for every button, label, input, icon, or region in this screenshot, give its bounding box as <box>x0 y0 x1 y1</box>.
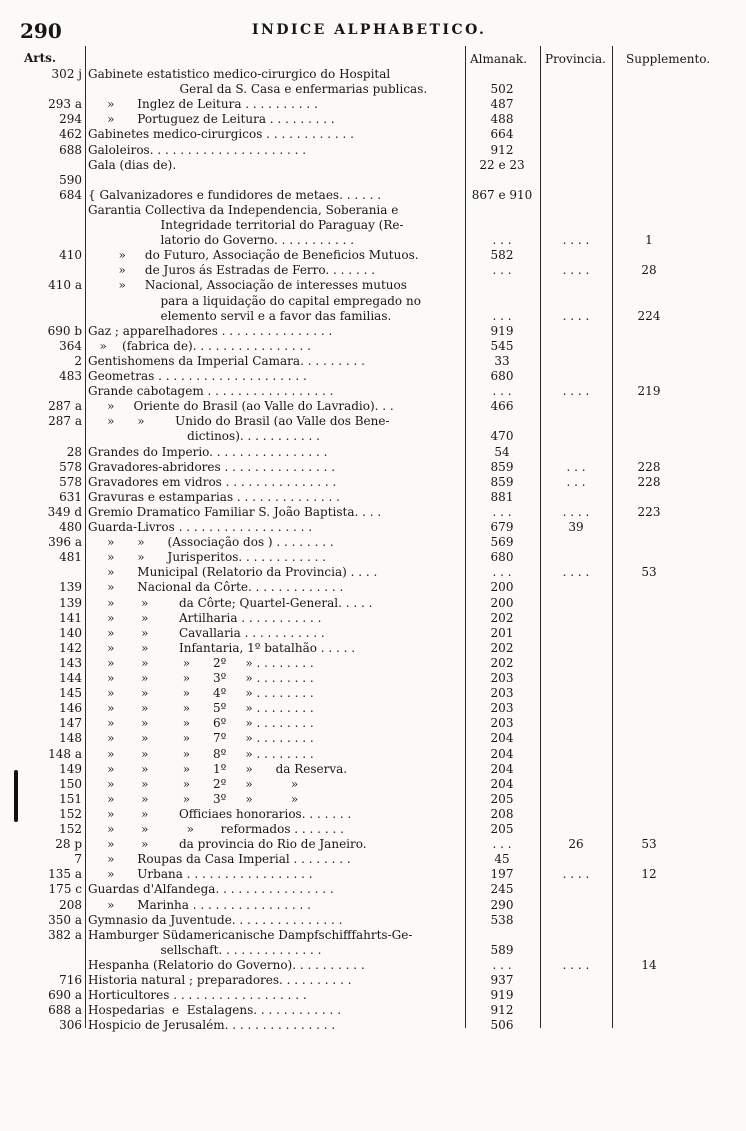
entry-subject: Gravadores em vidros . . . . . . . . . . . . . . . <box>88 474 337 489</box>
article-number: 690 b <box>47 323 82 338</box>
entry-subject: Hospicio de Jerusalém. . . . . . . . . . . . . . . <box>88 1018 336 1033</box>
article-number: 578 <box>59 474 82 489</box>
article-number: 148 a <box>48 746 82 761</box>
index-row <box>0 278 746 293</box>
entry-subject: » Roupas da Casa Imperial . . . . . . . . <box>88 852 351 867</box>
almanak-page: . . . <box>492 504 512 519</box>
almanak-page: 919 <box>490 323 514 338</box>
entry-subject: Gremio Dramatico Familiar S. João Baptista. . . . <box>88 504 382 519</box>
article-number: 410 <box>59 248 82 263</box>
entry-subject: » Urbana . . . . . . . . . . . . . . . . . <box>88 867 313 882</box>
article-number: 287 a <box>48 414 82 429</box>
entry-subject: Grande cabotagem . . . . . . . . . . . . . . . . . <box>88 384 334 399</box>
almanak-page: 545 <box>490 338 514 353</box>
index-row <box>0 701 746 716</box>
entry-subject: Hamburger Südamericanische Dampfschifffahrts-Ge- <box>88 927 413 942</box>
index-row <box>0 263 746 278</box>
index-row <box>0 339 746 354</box>
supplemento-page: 53 <box>641 837 657 852</box>
almanak-page: 569 <box>490 535 514 550</box>
almanak-page: 488 <box>490 112 514 127</box>
index-row <box>0 384 746 399</box>
almanak-page: 680 <box>490 369 514 383</box>
index-row <box>0 611 746 626</box>
almanak-page: 589 <box>490 942 514 957</box>
index-row <box>0 429 746 444</box>
index-row <box>0 550 746 565</box>
almanak-page: 200 <box>490 580 514 595</box>
almanak-page: 205 <box>490 822 514 836</box>
article-number: 483 <box>59 369 82 383</box>
entry-subject: Galoleiros. . . . . . . . . . . . . . . . . . . . . <box>88 142 307 157</box>
index-row <box>0 777 746 792</box>
supplemento-page: 228 <box>637 459 661 474</box>
almanak-page: 470 <box>490 429 514 444</box>
article-number: 287 a <box>48 399 82 414</box>
entry-subject: Gravadores-abridores . . . . . . . . . . . . . . . <box>88 459 336 474</box>
index-row <box>0 67 746 82</box>
entry-subject: Integridade territorial do Paraguay (Re- <box>88 218 404 232</box>
index-row <box>0 1003 746 1018</box>
entry-subject: » » » 8º » . . . . . . . . <box>88 746 314 761</box>
entry-subject: » Nacional da Côrte. . . . . . . . . . . . . <box>88 580 344 595</box>
entry-subject: » Marinha . . . . . . . . . . . . . . . . <box>88 897 311 912</box>
article-number: 578 <box>59 459 82 474</box>
index-row <box>0 731 746 746</box>
index-row <box>0 414 746 429</box>
index-row <box>0 535 746 550</box>
index-row <box>0 973 746 988</box>
almanak-page: 664 <box>490 127 514 142</box>
almanak-page: 33 <box>494 353 510 368</box>
provincia-page: . . . . <box>562 263 590 278</box>
index-row <box>0 82 746 97</box>
entry-subject: Gentishomens da Imperial Camara. . . . . . . . . <box>88 353 365 368</box>
entry-subject: Geometras . . . . . . . . . . . . . . . . . . . . <box>88 369 307 383</box>
provincia-page: . . . . <box>562 867 590 882</box>
index-row <box>0 988 746 1003</box>
almanak-page: . . . <box>492 957 512 972</box>
index-row <box>0 475 746 490</box>
entry-subject: » (fabrica de). . . . . . . . . . . . . . . . <box>88 338 311 353</box>
article-number: 135 a <box>48 867 82 882</box>
entry-subject: » de Juros ás Estradas de Ferro. . . . . . . <box>88 263 376 278</box>
almanak-page: 538 <box>490 912 514 927</box>
supplemento-page: 28 <box>641 263 657 278</box>
article-number: 142 <box>59 640 82 655</box>
entry-subject: Hespanha (Relatorio do Governo). . . . . . . . . . <box>88 957 365 972</box>
index-row <box>0 369 746 384</box>
almanak-page: 203 <box>490 686 514 701</box>
almanak-page: 867 e 910 <box>471 187 533 202</box>
almanak-page: . . . <box>492 233 512 248</box>
index-row <box>0 490 746 505</box>
almanak-page: 202 <box>490 655 514 670</box>
index-row <box>0 294 746 309</box>
almanak-page: 919 <box>490 988 514 1003</box>
index-row <box>0 656 746 671</box>
almanak-page: 204 <box>490 746 514 761</box>
almanak-page: 204 <box>490 776 514 791</box>
index-row <box>0 898 746 913</box>
provincia-page: 39 <box>568 520 584 534</box>
almanak-page: 679 <box>490 520 514 534</box>
article-number: 410 a <box>48 278 82 293</box>
entry-subject: elemento servil e a favor das familias. <box>88 308 392 323</box>
article-number: 143 <box>59 655 82 670</box>
entry-subject: Gala (dias de). <box>88 157 177 172</box>
almanak-page: 202 <box>490 640 514 655</box>
index-row <box>0 460 746 475</box>
entry-subject: Gaz ; apparelhadores . . . . . . . . . . . . . . . <box>88 323 333 338</box>
article-number: 481 <box>59 550 82 565</box>
index-row <box>0 173 746 188</box>
almanak-page: . . . <box>492 308 512 323</box>
almanak-page: 881 <box>490 489 514 504</box>
index-row <box>0 762 746 777</box>
almanak-page: 506 <box>490 1018 514 1033</box>
index-row <box>0 867 746 882</box>
article-number: 146 <box>59 701 82 716</box>
article-number: 144 <box>59 671 82 685</box>
entry-subject: Gabinetes medico-cirurgicos . . . . . . . . . . . . <box>88 127 354 142</box>
article-number: 151 <box>59 791 82 806</box>
entry-subject: » » Infantaria, 1º batalhão . . . . . <box>88 640 356 655</box>
index-row <box>0 792 746 807</box>
column-header-supplemento: Supplemento. <box>626 52 711 66</box>
article-number: 480 <box>59 520 82 534</box>
article-number: 302 j <box>51 67 82 81</box>
entry-subject: » » » 3º » . . . . . . . . <box>88 671 314 685</box>
supplemento-page: 14 <box>641 957 657 972</box>
index-row <box>0 203 746 218</box>
index-row <box>0 565 746 580</box>
almanak-page: 200 <box>490 595 514 610</box>
index-row <box>0 747 746 762</box>
entry-subject: » » » 2º » . . . . . . . . <box>88 655 314 670</box>
entry-subject: Grandes do Imperio. . . . . . . . . . . . . . . . <box>88 444 328 459</box>
entry-subject: » » Cavallaria . . . . . . . . . . . <box>88 625 325 640</box>
article-number: 2 <box>74 353 82 368</box>
almanak-page: 45 <box>494 852 510 867</box>
almanak-page: 201 <box>490 625 514 640</box>
almanak-page: 859 <box>490 459 514 474</box>
index-row <box>0 580 746 595</box>
article-number: 139 <box>59 580 82 595</box>
index-row <box>0 626 746 641</box>
provincia-page: 26 <box>568 837 584 852</box>
page-header <box>0 19 746 43</box>
entry-subject: Historia natural ; preparadores. . . . . . . . . . <box>88 973 352 987</box>
entry-subject: » Municipal (Relatorio da Provincia) . . . . <box>88 565 378 580</box>
almanak-page: . . . <box>492 263 512 278</box>
almanak-page: 582 <box>490 248 514 263</box>
entry-subject: Horticultores . . . . . . . . . . . . . . . . . . <box>88 988 307 1003</box>
article-number: 350 a <box>48 912 82 927</box>
index-row <box>0 309 746 324</box>
provincia-page: . . . . <box>562 308 590 323</box>
entry-subject: sellschaft. . . . . . . . . . . . . . <box>88 942 322 957</box>
almanak-page: 502 <box>490 82 514 97</box>
index-row <box>0 248 746 263</box>
index-row <box>0 596 746 611</box>
entry-subject: » Portuguez de Leitura . . . . . . . . . <box>88 112 335 127</box>
article-number: 28 <box>66 444 82 459</box>
article-number: 28 p <box>55 837 82 852</box>
index-row <box>0 958 746 973</box>
article-number: 349 d <box>47 504 82 519</box>
article-number: 631 <box>59 489 82 504</box>
column-header-provincia: Provincia. <box>545 52 606 66</box>
supplemento-page: 12 <box>641 867 657 882</box>
entry-subject: » » Jurisperitos. . . . . . . . . . . . <box>88 550 327 565</box>
entry-subject: » » Officiaes honorarios. . . . . . . <box>88 806 352 821</box>
index-row <box>0 188 746 203</box>
almanak-page: 203 <box>490 701 514 716</box>
article-number: 7 <box>74 852 82 867</box>
index-row <box>0 822 746 837</box>
entry-subject: » Oriente do Brasil (ao Valle do Lavradio). . . <box>88 399 394 414</box>
index-row <box>0 716 746 731</box>
article-number: 306 <box>59 1018 82 1033</box>
entry-subject: Guardas d'Alfandega. . . . . . . . . . . . . . . . <box>88 882 334 897</box>
entry-subject: » Inglez de Leitura . . . . . . . . . . <box>88 97 318 112</box>
entry-subject: » » Artilharia . . . . . . . . . . . <box>88 610 322 625</box>
article-number: 690 a <box>48 988 82 1003</box>
almanak-page: 197 <box>490 867 514 882</box>
article-number: 150 <box>59 776 82 791</box>
almanak-page: 205 <box>490 791 514 806</box>
index-row <box>0 686 746 701</box>
index-row <box>0 112 746 127</box>
index-row <box>0 1018 746 1033</box>
entry-subject: Guarda-Livros . . . . . . . . . . . . . . . . . . <box>88 520 313 534</box>
index-row <box>0 913 746 928</box>
index-row <box>0 928 746 943</box>
entry-subject: » » da provincia do Rio de Janeiro. <box>88 837 367 852</box>
entry-subject: » do Futuro, Associação de Beneficios Mutuos. <box>88 248 419 263</box>
entry-subject: » » » 7º » . . . . . . . . <box>88 731 314 746</box>
index-row <box>0 807 746 822</box>
article-number: 139 <box>59 595 82 610</box>
page-title: INDICE ALPHABETICO. <box>252 22 487 38</box>
entry-subject: Geral da S. Casa e enfermarias publicas. <box>88 82 428 97</box>
almanak-page: 54 <box>494 444 510 459</box>
index-row <box>0 520 746 535</box>
article-number: 716 <box>59 973 82 987</box>
index-row <box>0 399 746 414</box>
provincia-page: . . . . <box>562 384 590 399</box>
almanak-page: 912 <box>490 1003 514 1018</box>
entry-subject: » » (Associação dos ) . . . . . . . . <box>88 535 334 550</box>
index-row <box>0 505 746 520</box>
entry-subject: latorio do Governo. . . . . . . . . . . <box>88 233 355 248</box>
entry-subject: » » » 3º » » <box>88 791 299 806</box>
entry-subject: » » » 1º » da Reserva. <box>88 761 348 776</box>
article-number: 149 <box>59 761 82 776</box>
supplemento-page: 53 <box>641 565 657 580</box>
index-row <box>0 233 746 248</box>
supplemento-page: 1 <box>645 233 653 248</box>
entry-subject: » » » reformados . . . . . . . <box>88 822 344 836</box>
entry-subject: » » » 5º » . . . . . . . . <box>88 701 314 716</box>
supplemento-page: 224 <box>637 308 661 323</box>
almanak-page: 204 <box>490 731 514 746</box>
index-row <box>0 127 746 142</box>
provincia-page: . . . . <box>562 957 590 972</box>
article-number: 462 <box>59 127 82 142</box>
entry-subject: Hospedarias e Estalagens. . . . . . . . . . . . <box>88 1003 342 1018</box>
almanak-page: 203 <box>490 716 514 731</box>
almanak-page: 202 <box>490 610 514 625</box>
almanak-page: 487 <box>490 97 514 112</box>
provincia-page: . . . . <box>562 565 590 580</box>
almanak-page: 290 <box>490 897 514 912</box>
almanak-page: 245 <box>490 882 514 897</box>
entry-subject: dictinos). . . . . . . . . . . <box>88 429 320 444</box>
article-number: 382 a <box>48 927 82 942</box>
column-header-almanak: Almanak. <box>470 52 528 66</box>
almanak-page: . . . <box>492 565 512 580</box>
provincia-page: . . . <box>566 459 586 474</box>
almanak-page: 680 <box>490 550 514 565</box>
article-number: 294 <box>59 112 82 127</box>
supplemento-page: 219 <box>637 384 661 399</box>
article-number: 175 c <box>48 882 82 897</box>
article-number: 147 <box>59 716 82 731</box>
entry-subject: Gravuras e estamparias . . . . . . . . . . . . . . <box>88 489 340 504</box>
article-number: 152 <box>59 822 82 836</box>
almanak-page: 912 <box>490 142 514 157</box>
entry-subject: » » da Côrte; Quartel-General. . . . . <box>88 595 373 610</box>
entry-subject: » » » 6º » . . . . . . . . <box>88 716 314 731</box>
index-row <box>0 97 746 112</box>
almanak-page: 203 <box>490 671 514 685</box>
column-header-arts: Arts. <box>24 51 57 65</box>
article-number: 684 <box>59 187 82 202</box>
article-number: 688 a <box>48 1003 82 1018</box>
almanak-page: 859 <box>490 474 514 489</box>
article-number: 293 a <box>48 97 82 112</box>
entry-subject: Gabinete estatistico medico-cirurgico do Hospital <box>88 67 391 81</box>
article-number: 208 <box>59 897 82 912</box>
article-number: 364 <box>59 338 82 353</box>
almanak-page: 466 <box>490 399 514 414</box>
index-row <box>0 445 746 460</box>
index-row <box>0 143 746 158</box>
article-number: 152 <box>59 806 82 821</box>
index-row <box>0 324 746 339</box>
entry-subject: » » » 2º » » <box>88 776 299 791</box>
provincia-page: . . . . <box>562 504 590 519</box>
article-number: 396 a <box>48 535 82 550</box>
index-row <box>0 354 746 369</box>
entry-subject: » Nacional, Associação de interesses mutuos <box>88 278 407 293</box>
supplemento-page: 228 <box>637 474 661 489</box>
almanak-page: 937 <box>490 973 514 987</box>
index-row <box>0 852 746 867</box>
index-row <box>0 943 746 958</box>
entry-subject: Garantia Collectiva da Independencia, Soberania e <box>88 202 399 217</box>
entry-subject: para a liquidação do capital empregado no <box>88 293 421 308</box>
almanak-page: 22 e 23 <box>479 157 525 172</box>
article-number: 148 <box>59 731 82 746</box>
almanak-page: 204 <box>490 761 514 776</box>
provincia-page: . . . <box>566 474 586 489</box>
entry-subject: » » Unido do Brasil (ao Valle dos Bene- <box>88 414 390 429</box>
almanak-page: 208 <box>490 806 514 821</box>
entry-subject: » » » 4º » . . . . . . . . <box>88 686 314 701</box>
article-number: 590 <box>59 172 82 187</box>
almanak-page: . . . <box>492 837 512 852</box>
article-number: 145 <box>59 686 82 701</box>
index-row <box>0 641 746 656</box>
provincia-page: . . . . <box>562 233 590 248</box>
index-row <box>0 882 746 897</box>
entry-subject: Gymnasio da Juventude. . . . . . . . . . . . . . . <box>88 912 343 927</box>
index-row <box>0 671 746 686</box>
entry-subject: { Galvanizadores e fundidores de metaes. . . . . . <box>88 187 382 202</box>
article-number: 141 <box>59 610 82 625</box>
index-row <box>0 837 746 852</box>
index-row <box>0 218 746 233</box>
almanak-page: . . . <box>492 384 512 399</box>
article-number: 140 <box>59 625 82 640</box>
page-number: 290 <box>20 19 62 43</box>
index-row <box>0 158 746 173</box>
article-number: 688 <box>59 142 82 157</box>
supplemento-page: 223 <box>637 504 661 519</box>
